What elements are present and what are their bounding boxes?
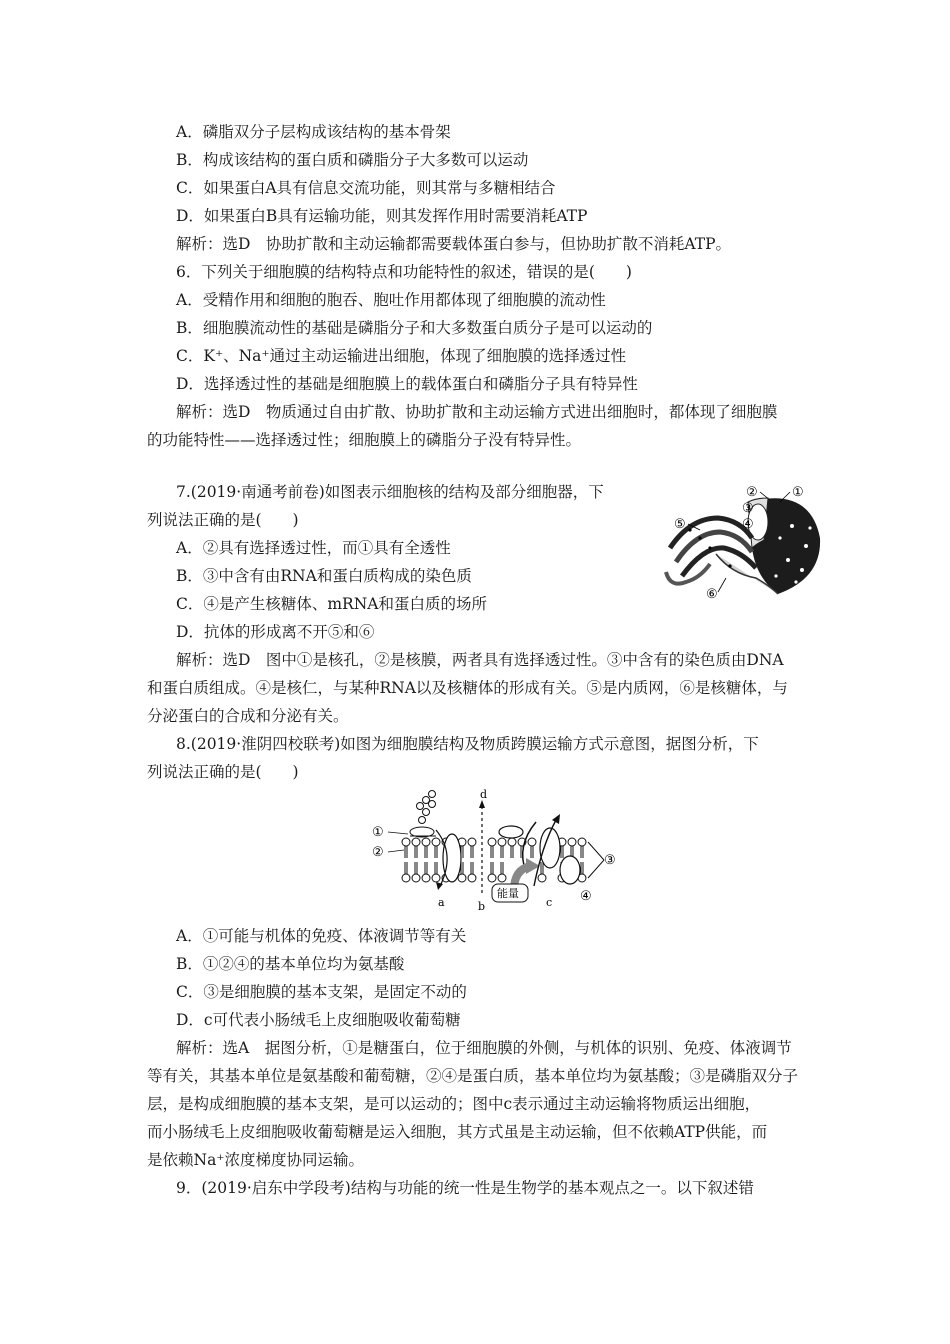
q8-label-3: ③ — [604, 853, 616, 868]
q7-option-b: B．③中含有由RNA和蛋白质构成的染色质 — [176, 567, 472, 585]
q7-stem-line-2: 列说法正确的是( ) — [147, 511, 299, 529]
q8-answer-line-4: 而小肠绒毛上皮细胞吸收葡萄糖是运入细胞，其方式虽是主动运输，但不依赖ATP供能，而 — [147, 1123, 768, 1141]
q6-option-b: B．细胞膜流动性的基础是磷脂分子和大多数蛋白质分子是可以运动的 — [176, 319, 653, 337]
q8-option-c: C．③是细胞膜的基本支架，是固定不动的 — [176, 983, 467, 1001]
q8-label-2: ② — [372, 845, 384, 860]
q7-label-5: ⑤ — [674, 517, 686, 532]
q8-answer-line-2: 等有关，其基本单位是氨基酸和葡萄糖，②④是蛋白质，基本单位均为氨基酸；③是磷脂双分子 — [147, 1067, 799, 1085]
membrane-transport-figure — [366, 786, 622, 914]
q8-stem-line-2: 列说法正确的是( ) — [147, 763, 299, 781]
q7-option-c: C．④是产生核糖体、mRNA和蛋白质的场所 — [176, 595, 487, 613]
q6-option-c: C．K⁺、Na⁺通过主动运输进出细胞，体现了细胞膜的选择透过性 — [176, 347, 627, 365]
q6-option-d: D．选择透过性的基础是细胞膜上的载体蛋白和磷脂分子具有特异性 — [176, 375, 638, 393]
q7-label-4: ④ — [742, 517, 754, 532]
q8-answer-line-3: 层，是构成细胞膜的基本支架，是可以运动的；图中c表示通过主动运输将物质运出细胞， — [147, 1095, 761, 1113]
q7-answer-line-3: 分泌蛋白的合成和分泌有关。 — [147, 707, 349, 725]
q7-answer-line-2: 和蛋白质组成。④是核仁，与某种RNA以及核糖体的形成有关。⑤是内质网，⑥是核糖体，与 — [147, 679, 788, 697]
q7-label-1: ① — [792, 485, 804, 500]
q7-option-a: A．②具有选择透过性，而①具有全透性 — [176, 539, 451, 557]
q9-stem-line-1: 9．(2019·启东中学段考)结构与功能的统一性是生物学的基本观点之一。以下叙述错 — [176, 1179, 754, 1197]
q7-label-3: ③ — [742, 501, 754, 516]
q8-label-d: d — [480, 788, 488, 801]
q7-label-2: ② — [746, 485, 758, 500]
q8-label-1: ① — [372, 825, 384, 840]
q5-answer: 解析：选D 协助扩散和主动运输都需要载体蛋白参与，但协助扩散不消耗ATP。 — [176, 235, 732, 253]
q8-option-d: D．c可代表小肠绒毛上皮细胞吸收葡萄糖 — [176, 1011, 461, 1029]
q8-stem-line-1: 8.(2019·淮阴四校联考)如图为细胞膜结构及物质跨膜运输方式示意图，据图分析，下 — [176, 735, 759, 753]
q8-option-b: B．①②④的基本单位均为氨基酸 — [176, 955, 405, 973]
q8-label-b: b — [478, 900, 486, 913]
q6-stem: 6．下列关于细胞膜的结构特点和功能特性的叙述，错误的是( ) — [176, 263, 632, 281]
q5-option-c: C．如果蛋白A具有信息交流功能，则其常与多糖相结合 — [176, 179, 556, 197]
q7-label-6: ⑥ — [706, 587, 718, 602]
q6-answer-line-1: 解析：选D 物质通过自由扩散、协助扩散和主动运输方式进出细胞时，都体现了细胞膜 — [176, 403, 778, 421]
nucleus-figure — [660, 478, 830, 608]
q8-label-a: a — [438, 896, 445, 909]
q5-option-b: B．构成该结构的蛋白质和磷脂分子大多数可以运动 — [176, 151, 529, 169]
q5-option-d: D．如果蛋白B具有运输功能，则其发挥作用时需要消耗ATP — [176, 207, 588, 225]
q8-label-energy: 能量 — [497, 887, 519, 900]
q8-label-4: ④ — [580, 889, 592, 904]
q7-answer-line-1: 解析：选D 图中①是核孔，②是核膜，两者具有选择透过性。③中含有的染色质由DNA — [176, 651, 784, 669]
q8-label-c: c — [546, 896, 553, 909]
q5-option-a: A．磷脂双分子层构成该结构的基本骨架 — [176, 123, 451, 141]
q8-answer-line-5: 是依赖Na⁺浓度梯度协同运输。 — [147, 1151, 364, 1169]
q7-option-d: D．抗体的形成离不开⑤和⑥ — [176, 623, 375, 641]
q8-answer-line-1: 解析：选A 据图分析，①是糖蛋白，位于细胞膜的外侧，与机体的识别、免疫、体液调节 — [176, 1039, 792, 1057]
q6-answer-line-2: 的功能特性——选择透过性；细胞膜上的磷脂分子没有特异性。 — [147, 431, 582, 449]
q6-option-a: A．受精作用和细胞的胞吞、胞吐作用都体现了细胞膜的流动性 — [176, 291, 606, 309]
q7-stem-line-1: 7.(2019·南通考前卷)如图表示细胞核的结构及部分细胞器，下 — [176, 483, 604, 501]
q8-option-a: A．①可能与机体的免疫、体液调节等有关 — [176, 927, 467, 945]
